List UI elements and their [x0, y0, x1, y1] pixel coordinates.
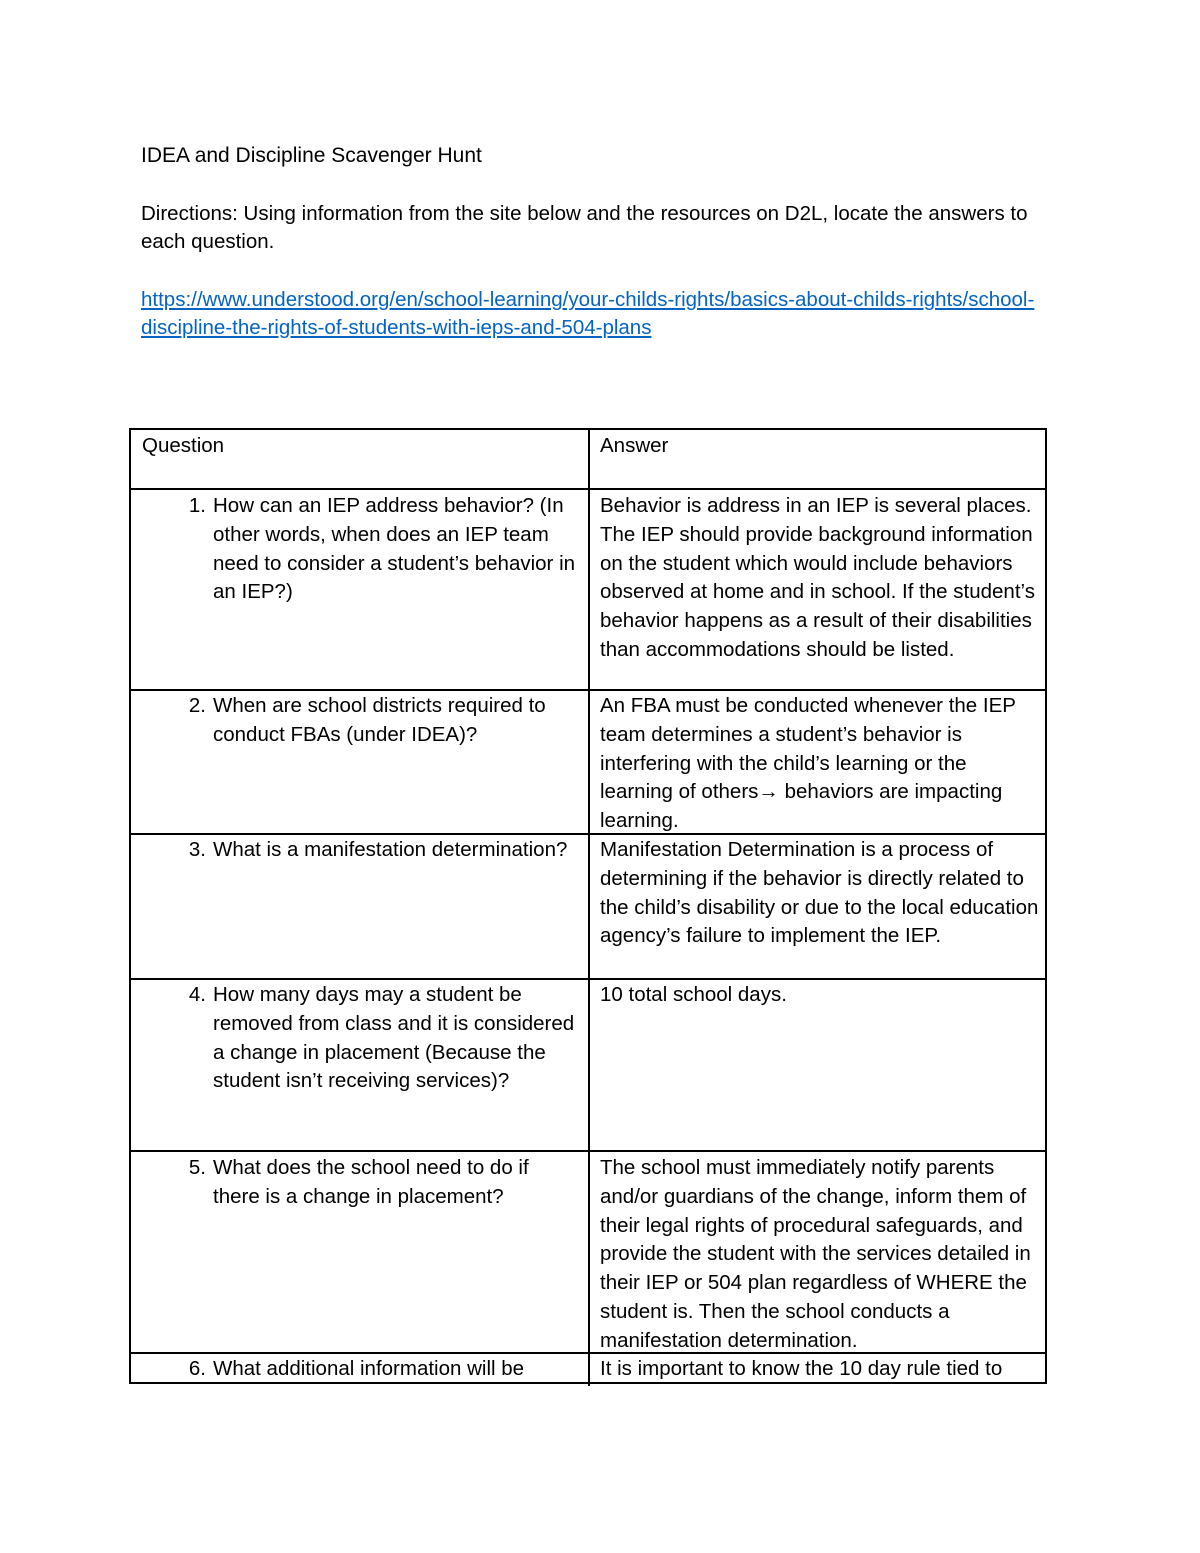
question-text: How can an IEP address behavior? (In other words, when does an IEP team need to consider a student’s behavior in an IEP?)	[213, 494, 576, 604]
row-divider	[131, 978, 1045, 980]
question-number: 2.	[188, 694, 206, 717]
question-number: 3.	[188, 838, 206, 861]
question-text: What is a manifestation determination?	[213, 838, 568, 861]
qa-table	[129, 428, 1047, 1384]
question-text: What does the school need to do if there is a change in placement?	[213, 1156, 529, 1208]
answer-text: An FBA must be conducted whenever the IEP team determines a student’s behavior is interfering with the child’s learning or the learning of others→ behaviors are impacting learning.	[600, 694, 1016, 833]
row-divider	[131, 1150, 1045, 1152]
question-number: 6.	[188, 1357, 206, 1380]
row-divider	[131, 689, 1045, 691]
question-text: When are school districts required to conduct FBAs (under IDEA)?	[213, 694, 546, 746]
question-number: 5.	[188, 1156, 206, 1179]
question-number: 1.	[188, 494, 206, 517]
answer-text: Behavior is address in an IEP is several places. The IEP should provide background information on the student which would include behaviors observed at home and in school. If the student’s behavior happens as a result of their disabilities than accommodations should be listed.	[600, 494, 1035, 661]
question-text: What additional information will be	[213, 1357, 525, 1380]
directions-text: Directions: Using information from the site below and the resources on D2L, locate the answers to each question.	[141, 202, 1028, 253]
row-divider	[131, 488, 1045, 490]
answer-text: The school must immediately notify parents and/or guardians of the change, inform them of their legal rights of procedural safeguards, and provide the student with the services detailed in their IEP or 504 plan regardless of WHERE the student is. Then the school conducts a manifestation determination.	[600, 1156, 1031, 1352]
column-header-answer: Answer	[600, 434, 669, 457]
column-divider	[588, 430, 590, 1386]
answer-text: Manifestation Determination is a process of determining if the behavior is directly related to the child’s disability or due to the local education agency’s failure to implement the IEP.	[600, 838, 1039, 948]
column-header-question: Question	[142, 434, 225, 457]
answer-text: 10 total school days.	[600, 983, 787, 1006]
question-text: How many days may a student be removed from class and it is considered a change in placement (Because the student isn’t receiving services)?	[213, 983, 575, 1093]
question-number: 4.	[188, 983, 206, 1006]
answer-text: It is important to know the 10 day rule tied to	[600, 1357, 1003, 1380]
document-title: IDEA and Discipline Scavenger Hunt	[141, 144, 482, 167]
resource-link[interactable]: https://www.understood.org/en/school-learning/your-childs-rights/basics-about-childs-rights/school-discipline-the-rights-of-students-with-ieps-and-504-plans	[141, 288, 1035, 339]
